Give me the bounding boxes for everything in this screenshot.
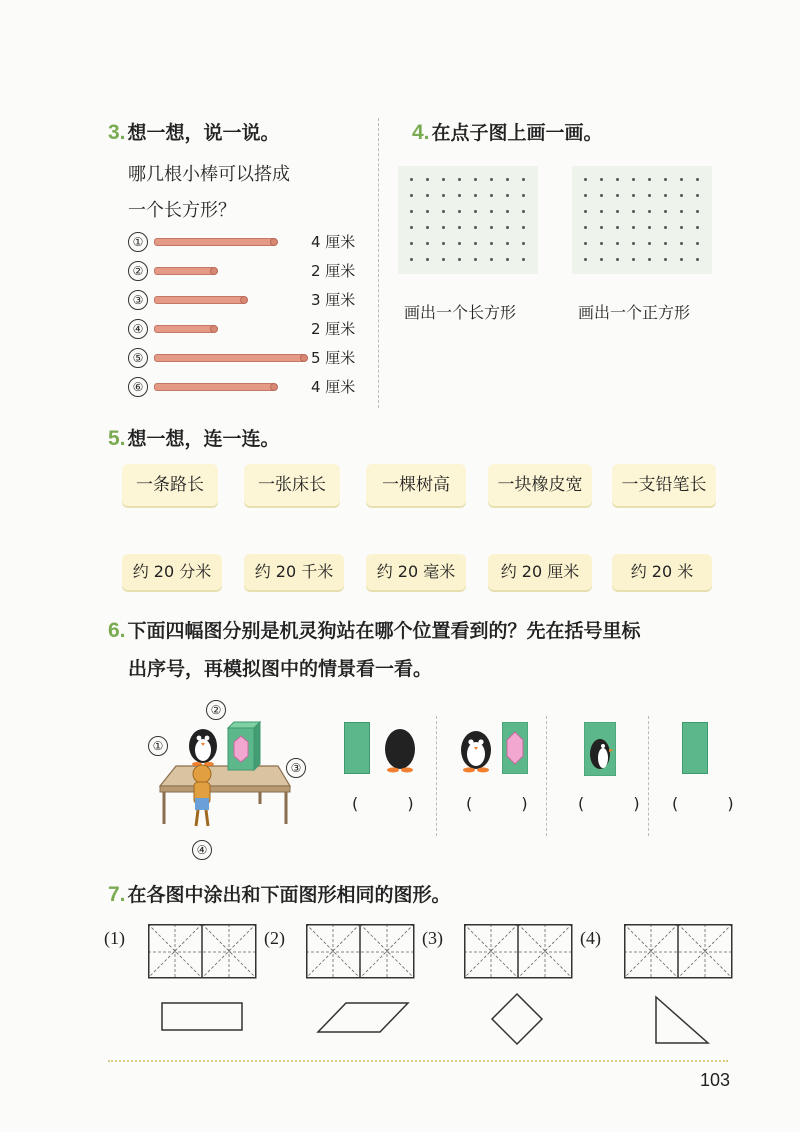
grid-dot[interactable] [616, 194, 619, 197]
grid-dot[interactable] [474, 194, 477, 197]
grid-dot[interactable] [410, 178, 413, 181]
grid-dot[interactable] [664, 258, 667, 261]
view1-answer-blank[interactable]: ( ) [352, 794, 436, 813]
grid-dot[interactable] [632, 258, 635, 261]
q6-heading-line2: 出序号，再模拟图中的情景看一看。 [128, 658, 433, 680]
view4-box [682, 722, 708, 774]
stick-bar [154, 325, 216, 333]
q6-title: 下面四幅图分别是机灵狗站在哪个位置看到的？先在括号里标 [127, 620, 641, 642]
grid-dot[interactable] [680, 178, 683, 181]
stick-number: ③ [128, 290, 148, 310]
stick-row-6 [128, 376, 368, 402]
grid-dot[interactable] [426, 194, 429, 197]
grid-dot[interactable] [584, 194, 587, 197]
q3-heading: 3. 想一想，说一说。 [108, 121, 280, 144]
q4-caption-right: 画出一个正方形 [578, 303, 691, 322]
position-4-label: ④ [192, 840, 212, 860]
hexagon-shape [234, 736, 248, 762]
view4-answer-blank[interactable]: ( ) [672, 794, 756, 813]
grid-dot[interactable] [648, 258, 651, 261]
box-side [254, 722, 260, 770]
view-divider [546, 716, 547, 836]
section-divider [378, 118, 379, 408]
q7-label-3: (3) [422, 928, 443, 948]
grid-dot[interactable] [442, 178, 445, 181]
grid-dot[interactable] [410, 226, 413, 229]
grid-dot[interactable] [474, 258, 477, 261]
view3-answer-blank[interactable]: ( ) [578, 794, 662, 813]
position-2-label: ② [206, 700, 226, 720]
grid-dot[interactable] [458, 210, 461, 213]
grid-dot[interactable] [696, 210, 699, 213]
grid-dot[interactable] [426, 210, 429, 213]
grid-dot[interactable] [490, 194, 493, 197]
grid-dot[interactable] [442, 258, 445, 261]
grid-dot[interactable] [410, 242, 413, 245]
grid-dot[interactable] [696, 242, 699, 245]
table-edge [160, 786, 290, 792]
page-number: 103 [700, 1070, 731, 1090]
grid-dot[interactable] [442, 242, 445, 245]
dot-grid-rectangle[interactable] [398, 166, 538, 274]
grid-dot[interactable] [490, 242, 493, 245]
grid-dot[interactable] [584, 178, 587, 181]
grid-dot[interactable] [506, 194, 509, 197]
stick-number: ② [128, 261, 148, 281]
stick-length: 4 厘米 [311, 233, 356, 251]
grid-dot[interactable] [648, 210, 651, 213]
grid-dot[interactable] [522, 210, 525, 213]
grid-dot[interactable] [680, 258, 683, 261]
footer-rule [108, 1060, 728, 1062]
q7-label-4: (4) [580, 928, 601, 948]
grid-dot[interactable] [490, 210, 493, 213]
grid-dot[interactable] [616, 210, 619, 213]
grid-dot[interactable] [522, 194, 525, 197]
view2-box-hexagon [502, 722, 528, 774]
stick-number: ⑥ [128, 377, 148, 397]
grid-dot[interactable] [474, 210, 477, 213]
grid-dot[interactable] [616, 178, 619, 181]
grid-dot[interactable] [648, 242, 651, 245]
grid-dot[interactable] [600, 210, 603, 213]
q7-label-1: (1) [104, 928, 125, 948]
stick-length: 3 厘米 [311, 291, 356, 309]
view-divider [436, 716, 437, 836]
dot-grid-square[interactable] [572, 166, 712, 274]
grid-dot[interactable] [664, 226, 667, 229]
grid-dot[interactable] [410, 210, 413, 213]
grid-dot[interactable] [616, 242, 619, 245]
q7-grid-3[interactable] [464, 924, 574, 980]
match-unit[interactable]: 约 20 千米 [244, 554, 344, 590]
grid-dot[interactable] [696, 258, 699, 261]
view2-penguin-front [456, 726, 496, 774]
grid-dot[interactable] [506, 210, 509, 213]
position-1-label: ① [148, 736, 168, 756]
q5-title: 想一想，连一连。 [127, 428, 280, 450]
match-unit[interactable]: 约 20 厘米 [488, 554, 592, 590]
match-item[interactable]: 一块橡皮宽 [488, 464, 592, 506]
grid-dot[interactable] [616, 258, 619, 261]
stick-row-2 [128, 260, 368, 286]
stick-row-4 [128, 318, 368, 344]
grid-dot[interactable] [490, 226, 493, 229]
grid-dot[interactable] [458, 226, 461, 229]
grid-dot[interactable] [584, 242, 587, 245]
grid-dot[interactable] [648, 194, 651, 197]
grid-dot[interactable] [664, 178, 667, 181]
grid-dot[interactable] [506, 242, 509, 245]
q7-heading: 7. 在各图中涂出和下面图形相同的图形。 [108, 883, 451, 906]
stick-number: ⑤ [128, 348, 148, 368]
grid-dot[interactable] [522, 242, 525, 245]
stick-number: ① [128, 232, 148, 252]
target-parallelogram [316, 1000, 412, 1036]
match-unit[interactable]: 约 20 米 [612, 554, 712, 590]
grid-dot[interactable] [600, 258, 603, 261]
q4-caption-left: 画出一个长方形 [404, 303, 517, 322]
stick-bar [154, 267, 216, 275]
grid-dot[interactable] [506, 226, 509, 229]
grid-dot[interactable] [664, 194, 667, 197]
grid-dot[interactable] [680, 210, 683, 213]
q7-grid-2[interactable] [306, 924, 416, 980]
stick-number: ④ [128, 319, 148, 339]
q7-grid-4[interactable] [624, 924, 734, 980]
grid-dot[interactable] [506, 258, 509, 261]
grid-dot[interactable] [616, 226, 619, 229]
grid-dot[interactable] [442, 194, 445, 197]
grid-dot[interactable] [664, 242, 667, 245]
q4-heading: 4. 在点子图上画一画。 [412, 121, 603, 144]
q5-heading: 5. 想一想，连一连。 [108, 427, 280, 450]
grid-dot[interactable] [680, 242, 683, 245]
grid-dot[interactable] [632, 194, 635, 197]
grid-dot[interactable] [426, 226, 429, 229]
view3-box-penguin-side [584, 722, 616, 776]
stick-row-1 [128, 231, 368, 257]
grid-dot[interactable] [680, 194, 683, 197]
grid-dot[interactable] [458, 242, 461, 245]
match-item[interactable]: 一棵树高 [366, 464, 466, 506]
grid-dot[interactable] [506, 178, 509, 181]
q7-title: 在各图中涂出和下面图形相同的图形。 [127, 884, 451, 906]
target-triangle [652, 994, 712, 1046]
match-item[interactable]: 一条路长 [122, 464, 218, 506]
grid-dot[interactable] [600, 242, 603, 245]
stick-bar [154, 238, 276, 246]
match-unit[interactable]: 约 20 分米 [122, 554, 222, 590]
grid-dot[interactable] [600, 226, 603, 229]
grid-dot[interactable] [522, 258, 525, 261]
grid-dot[interactable] [458, 194, 461, 197]
grid-dot[interactable] [648, 178, 651, 181]
penguin-belly [195, 739, 211, 761]
match-item[interactable]: 一张床长 [244, 464, 340, 506]
stick-bar [154, 354, 306, 362]
grid-dot[interactable] [522, 226, 525, 229]
grid-dot[interactable] [664, 210, 667, 213]
grid-dot[interactable] [696, 226, 699, 229]
q7-label-2: (2) [264, 928, 285, 948]
view-divider [648, 716, 649, 836]
grid-dot[interactable] [600, 194, 603, 197]
view1-box [344, 722, 370, 774]
q6-heading-line1: 6. 下面四幅图分别是机灵狗站在哪个位置看到的？先在括号里标 [108, 619, 641, 642]
grid-dot[interactable] [696, 178, 699, 181]
match-item[interactable]: 一支铅笔长 [612, 464, 716, 506]
stick-bar [154, 383, 276, 391]
grid-dot[interactable] [696, 194, 699, 197]
dog-head [193, 765, 211, 783]
grid-dot[interactable] [584, 226, 587, 229]
view1-penguin-back [380, 724, 420, 774]
grid-dot[interactable] [600, 178, 603, 181]
grid-dot[interactable] [442, 210, 445, 213]
grid-dot[interactable] [632, 210, 635, 213]
grid-dot[interactable] [442, 226, 445, 229]
stick-length: 2 厘米 [311, 320, 356, 338]
match-unit[interactable]: 约 20 毫米 [366, 554, 466, 590]
grid-dot[interactable] [632, 178, 635, 181]
grid-dot[interactable] [522, 178, 525, 181]
grid-dot[interactable] [474, 178, 477, 181]
grid-dot[interactable] [584, 210, 587, 213]
grid-dot[interactable] [410, 194, 413, 197]
stick-length: 4 厘米 [311, 378, 356, 396]
view2-answer-blank[interactable]: ( ) [466, 794, 550, 813]
grid-dot[interactable] [426, 178, 429, 181]
grid-dot[interactable] [680, 226, 683, 229]
stick-length: 2 厘米 [311, 262, 356, 280]
grid-dot[interactable] [458, 258, 461, 261]
target-rectangle [160, 998, 246, 1034]
q3-prompt-line2: 一个长方形？ [128, 200, 236, 221]
stick-row-5 [128, 347, 368, 373]
grid-dot[interactable] [426, 258, 429, 261]
grid-dot[interactable] [426, 242, 429, 245]
grid-dot[interactable] [648, 226, 651, 229]
grid-dot[interactable] [490, 178, 493, 181]
position-3-label: ③ [286, 758, 306, 778]
table-top [160, 766, 290, 786]
stick-bar [154, 296, 246, 304]
q3-prompt-line1: 哪几根小棒可以搭成 [128, 164, 290, 185]
stick-length: 5 厘米 [311, 349, 356, 367]
q7-grid-1[interactable] [148, 924, 258, 980]
target-rhombus [490, 992, 544, 1046]
grid-dot[interactable] [584, 258, 587, 261]
grid-dot[interactable] [458, 178, 461, 181]
grid-dot[interactable] [410, 258, 413, 261]
grid-dot[interactable] [474, 226, 477, 229]
grid-dot[interactable] [490, 258, 493, 261]
q4-title: 在点子图上画一画。 [431, 122, 603, 144]
grid-dot[interactable] [474, 242, 477, 245]
q3-title: 想一想，说一说。 [127, 122, 280, 144]
stick-row-3 [128, 289, 368, 315]
grid-dot[interactable] [632, 226, 635, 229]
grid-dot[interactable] [632, 242, 635, 245]
dog-shorts [195, 798, 209, 810]
